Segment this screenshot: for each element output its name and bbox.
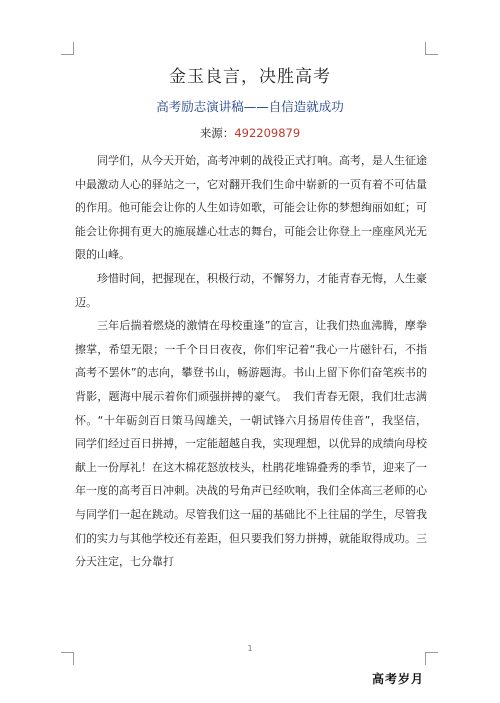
- paragraph: 珍惜时间，把握现在，积极行动，不懈努力，才能青春无悔，人生豪迈。: [75, 271, 427, 309]
- footer-logo: 高考岁月: [372, 672, 425, 686]
- paragraph: 同学们，从今天开始，高考冲刺的战役正式打响。高考，是人生征途中最激动人心的驿站之一，它对翻开我们生命中崭新的一页有着不可估量的作用。他可能会让你的人生如诗如歌，可能会让你的梦想绚丽如虹；可能会让你拥有更大的施展雄心壮志的舞台，可能会让你登上一座座风光无限的山峰。: [75, 154, 427, 262]
- page-corner-mark-top-left: [61, 42, 74, 55]
- source-label: 来源：: [199, 126, 235, 140]
- document-subtitle: 高考励志演讲稿——自信造就成功: [156, 99, 344, 114]
- source-number: 492209879: [234, 126, 301, 140]
- document-title: 金玉良言，决胜高考: [169, 67, 331, 87]
- paragraph: 三年后揣着燃烧的激情在母校重逢”的宣言，让我们热血沸腾，摩拳擦掌，希望无限；一千个日日夜夜，你们牢记着“我心一片磁针石，不指高考不罢休”的志向，攀登书山，畅游题海。书山上留下你们奋笔疾书的背影，题海中展示着你们顽强拼搏的豪气。 我们青春无限，我们壮志满怀。“十年砺剑百日策马闯雄关，一朝试锋六月扬眉传佳音”，我坚信，同学们经过百日拼搏，一定能超越自我，实现理想，以优异的成绩向母校献上一份厚礼！在这木棉花怒放枝头，杜鹃花堆锦叠秀的季节，迎来了一年一度的高考百日冲刺。决战的号角声已经吹响，我们全体高三老师的心与同学们一起在跳动。尽管我们这一届的基础比不上往届的学生，尽管我们的实力与其他学校还有差距，但只要我们努力拼搏，就能取得成功。三分天注定，七分靠打: [75, 319, 427, 569]
- document-body: [75, 149, 427, 574]
- page-corner-mark-top-right: [425, 42, 438, 55]
- page-number: 1: [247, 644, 253, 653]
- page-corner-mark-bottom-left: [61, 652, 74, 665]
- source-line: [0, 125, 500, 141]
- page-corner-mark-bottom-right: [425, 652, 438, 665]
